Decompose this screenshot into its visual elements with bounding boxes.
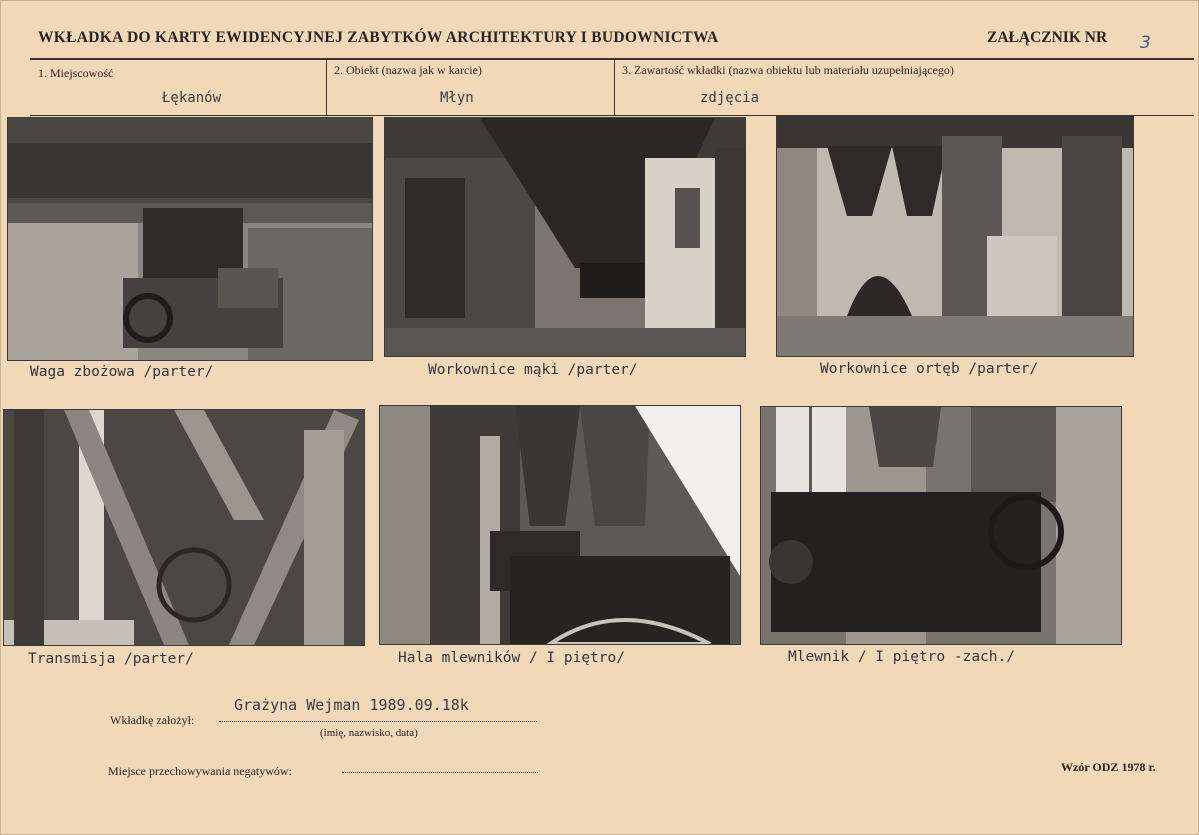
annex-number: 3: [1140, 33, 1151, 53]
header-rule: [30, 58, 1194, 60]
contents-value: zdjęcia: [700, 90, 760, 106]
created-by-hint: (imię, nazwisko, data): [320, 727, 418, 739]
photo-flour-baggers: [385, 118, 745, 356]
created-by-line: [219, 721, 537, 722]
object-label: 2. Obiekt (nazwa jak w karcie): [334, 63, 482, 77]
caption-bran-baggers: Workownice ortęb /parter/: [820, 361, 1039, 377]
created-by-label: Wkładkę założył:: [110, 713, 195, 727]
negatives-line: [342, 772, 538, 773]
card-title: WKŁADKA DO KARTY EWIDENCYJNEJ ZABYTKÓW ARCHITEKTURY I BUDOWNICTWA: [38, 29, 719, 46]
created-by-value: Grażyna Wejman 1989.09.18k: [234, 696, 469, 714]
field-divider-2: [614, 60, 615, 116]
caption-roller-mill-hall: Hala mlewników / I piętro/: [398, 650, 625, 666]
photo-bran-baggers: [777, 116, 1133, 356]
photo-roller-mill: [761, 407, 1121, 644]
locality-label: 1. Miejscowość: [38, 66, 114, 80]
form-code: Wzór ODZ 1978 r.: [1061, 760, 1156, 774]
photo-transmission: [4, 410, 364, 645]
photo-roller-mill-hall: [380, 406, 740, 644]
negatives-label: Miejsce przechowywania negatywów:: [108, 764, 292, 778]
caption-flour-baggers: Workownice mąki /parter/: [428, 362, 638, 378]
field-divider-1: [326, 60, 327, 116]
caption-transmission: Transmisja /parter/: [28, 651, 194, 667]
contents-label: 3. Zawartość wkładki (nazwa obiektu lub materiału uzupełniającego): [622, 63, 954, 77]
locality-value: Łękanów: [162, 90, 222, 106]
object-value: Młyn: [440, 90, 474, 106]
annex-label: ZAŁĄCZNIK NR: [987, 29, 1108, 46]
photo-grain-scale: [8, 118, 372, 360]
caption-roller-mill: Mlewnik / I piętro -zach./: [788, 649, 1015, 665]
caption-grain-scale: Waga zbożowa /parter/: [30, 364, 214, 380]
